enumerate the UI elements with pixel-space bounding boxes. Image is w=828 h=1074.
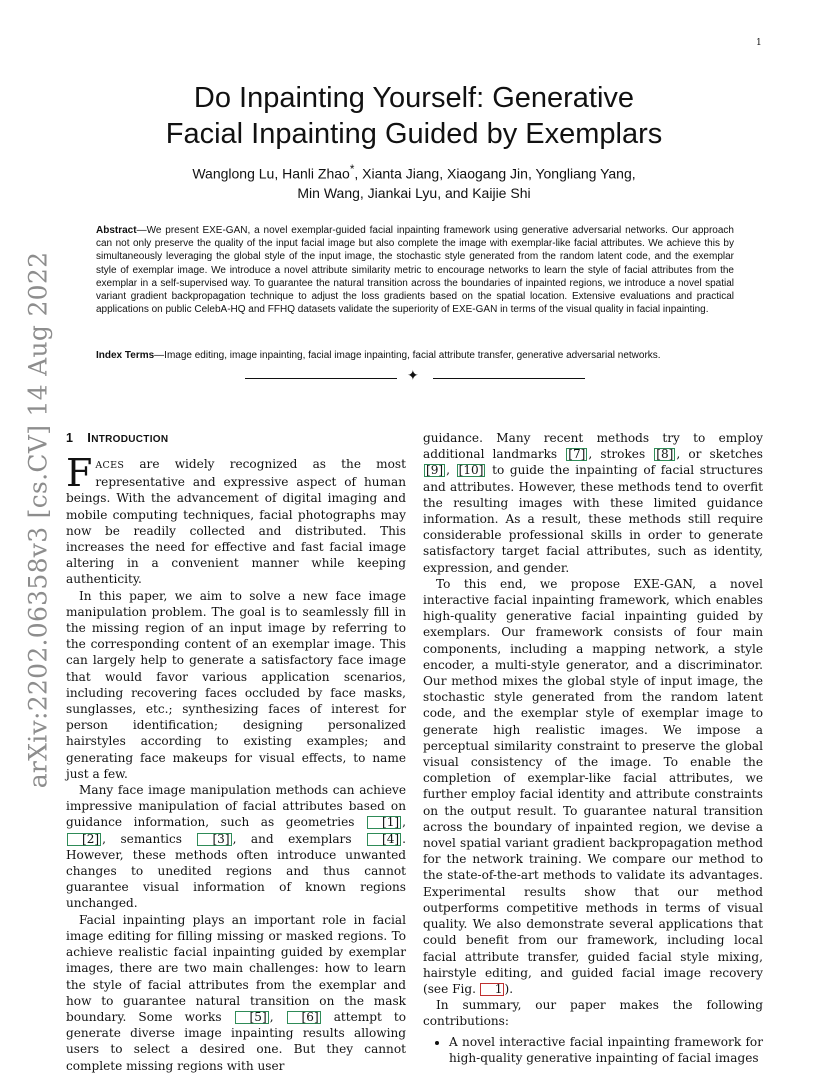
citation-link-1[interactable]: [1] (367, 816, 401, 829)
paragraph-1-text: are widely recognized as the most representative and expressive aspect of human beings. With the advancement of digital imaging and mobile computing techniques, facial photographs may now be readily collected and distributed. This increases the need for effective and fast facial image altering in a convenient manner while keeping authenticity. (66, 457, 406, 587)
text-run: , (446, 463, 456, 478)
text-run: Facial inpainting plays an important role in facial image editing for filling missing or masked regions. To achieve realistic facial inpainting guided by exemplar images, there are two main challenges: how to learn the style of facial attributes from the exemplar and how to guarantee natural transition on the mask boundary. Some works (66, 912, 406, 1024)
drop-cap: F (66, 451, 93, 495)
section-divider (245, 368, 585, 385)
paragraph-2: In this paper, we aim to solve a new face image manipulation problem. The goal is to seamlessly fill in the missing region of an input image by referring to the corresponding content of an exemplar image. This can largely help to generate a satisfactory face image that would favor various application scenarios, including recovering faces occluded by face masks, sunglasses, etc.; synthesizing faces of interest for person identification; designing personalized hairstyles according to existing examples; and generating face makeups for visual effects, to name just a few. (66, 588, 406, 781)
paragraph-7: In summary, our paper makes the following contributions: (423, 998, 763, 1029)
section-number: 1 (66, 431, 74, 445)
arxiv-identifier-stamp[interactable]: arXiv:2202.06358v3 [cs.CV] 14 Aug 2022 (23, 251, 53, 789)
section-title-initial: I (87, 430, 92, 445)
text-run: ). (504, 981, 514, 996)
contributions-list (423, 1034, 763, 1066)
divider-line-right (433, 378, 585, 379)
paragraph-6 (423, 576, 763, 997)
text-run: Many face image manipulation methods can achieve impressive manipulation of facial attributes based on guidance information, such as geometries (66, 783, 406, 830)
abstract-label: Abstract (96, 225, 137, 236)
citation-link-7[interactable]: [7] (568, 447, 586, 462)
abstract-text: —We present EXE-GAN, a novel exemplar-guided facial inpainting framework using generative adversarial networks. Our approach can not only preserve the quality of the input facial image but also complete the image with exemplar-like facial attributes. We achieve this by simultaneously leveraging the global style of the input image, the stochastic style generated from the random latent code, and the exemplar style of exemplar image. We introduce a novel attribute similarity metric to encourage networks to learn the style of facial attributes from the exemplar in a self-supervised way. To guarantee the natural transition across the boundaries of inpainted regions, we introduce a novel spatial variant gradient backpropagation technique to adjust the loss gradients based on the spatial location. Extensive evaluations and practical applications on public CelebA-HQ and FFHQ datasets validate the superiority of EXE-GAN in terms of the visual quality in facial inpainting. (96, 225, 734, 316)
section-heading-introduction (66, 430, 406, 448)
citation-link-9[interactable]: [9] (426, 463, 444, 478)
index-terms-label: Index Terms (96, 350, 155, 361)
text-run: , and exemplars (232, 831, 367, 846)
paragraph-1-smallcaps: ACES (95, 460, 125, 471)
paragraph-1 (66, 451, 406, 588)
text-run: , (402, 815, 406, 830)
index-terms-text: —Image editing, image inpainting, facial image inpainting, facial attribute transfer, generative adversarial networks. (154, 350, 661, 361)
author-list (96, 160, 732, 203)
citation-link-10[interactable]: [10] (458, 463, 484, 478)
text-run: attempt to generate diverse image inpainting results allowing users to select a desired one. But they cannot complete missing regions with user (66, 1009, 406, 1073)
section-title-rest: NTRODUCTION (91, 434, 169, 445)
text-run: , semantics (102, 831, 197, 846)
page-number: 1 (756, 38, 762, 48)
divider-line-left (245, 378, 397, 379)
citation-link-2[interactable]: [2] (67, 833, 101, 846)
corresponding-author-mark: * (349, 163, 355, 176)
left-column (66, 430, 406, 1074)
paragraph-4 (66, 912, 406, 1074)
index-terms (96, 349, 734, 362)
authors-line-1-pre: Wanglong Lu, Hanli Zhao (192, 165, 350, 182)
text-run: , (269, 1009, 286, 1024)
right-column (423, 430, 763, 1066)
citation-link-4[interactable]: [4] (367, 833, 401, 846)
paragraph-3 (66, 782, 406, 912)
paragraph-5 (423, 430, 763, 576)
title-line-1: Do Inpainting Yourself: Generative (193, 82, 635, 114)
text-run: to guide the inpainting of facial structures and attributes. However, these methods tend to overfit the resulting images with these limited guidance information. As a result, these methods still require considerable professional skills in order to generate satisfactory target facial attributes, such as identity, expression, and gender. (423, 463, 763, 575)
figure-link-1[interactable]: 1 (480, 983, 505, 996)
text-run: . However, these methods often introduce unwanted changes to unedited regions and thus cannot guarantee visual information of known regions unchanged. (66, 831, 407, 911)
text-run: guidance. Many recent methods try to employ additional landmarks (423, 431, 763, 462)
text-run: To this end, we propose EXE-GAN, a novel interactive facial inpainting framework, which enables high-quality generative facial inpainting guided by exemplars. Our framework consists of four main components, including a mapping network, a style encoder, a multi-style generator, and a discriminator. Our method mixes the global style of input image, the stochastic style generated from the random latent code, and the exemplar style of exemplar image to generate high realistic images. We impose a perceptual similarity constraint to preserve the global visual consistency of the image. To enable the completion of exemplar-like facial attributes, we further employ facial identity and attribute constraints on the output result. To guarantee natural transition across the boundary of inpainted region, we devise a novel spatial variant gradient backpropagation method for the network training. We compare our method to the state-of-the-art methods to validate its advantages. Experimental results show that our method outperforms competitive methods in terms of visual quality. We also demonstrate several applications that could benefit from our framework, including local facial attribute transfer, guided facial style mixing, hairstyle editing, and guided facial image recovery (see Fig. (423, 576, 763, 996)
text-run: , strokes (588, 447, 654, 462)
authors-line-1-post: , Xianta Jiang, Xiaogang Jin, Yongliang Yang, (354, 165, 636, 182)
divider-star-icon: ✦ (407, 368, 419, 384)
abstract (96, 224, 734, 316)
paper-title (96, 80, 732, 152)
citation-link-3[interactable]: [3] (197, 833, 231, 846)
citation-link-8[interactable]: [8] (656, 447, 674, 462)
title-line-2: Facial Inpainting Guided by Exemplars (165, 118, 663, 150)
contribution-item-1: • A novel interactive facial inpainting framework for high-quality generative inpainting of facial images (449, 1034, 763, 1066)
citation-link-6[interactable]: [6] (287, 1011, 321, 1024)
text-run: , or sketches (676, 447, 763, 462)
authors-line-2: Min Wang, Jiankai Lyu, and Kaijie Shi (297, 184, 531, 201)
citation-link-5[interactable]: [5] (235, 1011, 269, 1024)
